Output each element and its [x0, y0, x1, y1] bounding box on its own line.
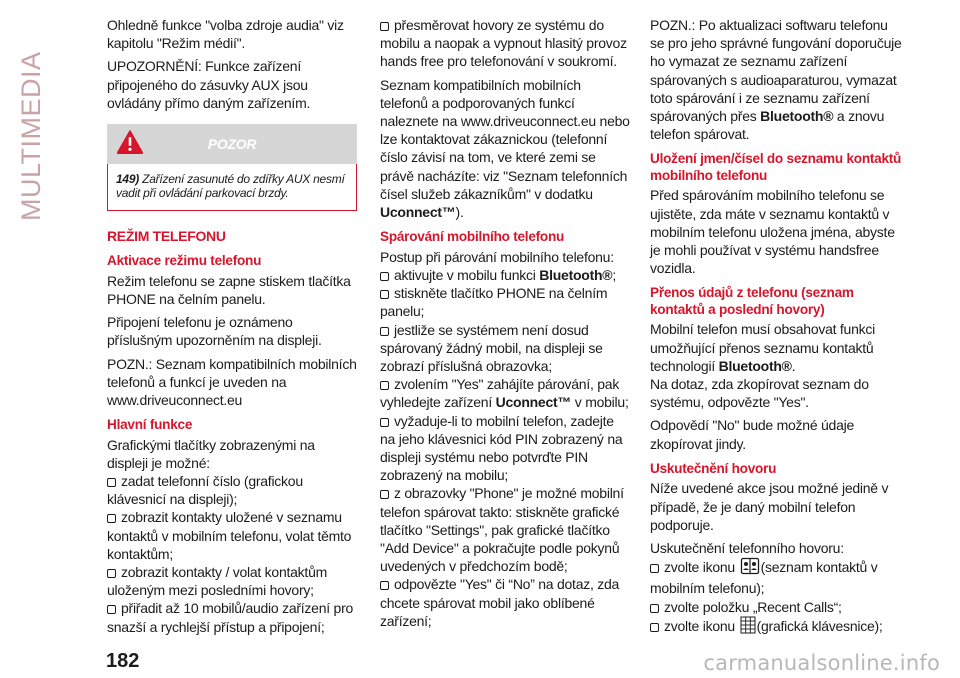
- list-item: zobrazit kontakty / volat kontaktům uloženým mezi posledními hovory;: [107, 564, 328, 599]
- column-right: [650, 16, 905, 638]
- square-bullet-icon: [380, 381, 389, 390]
- paragraph: POZN.: Seznam kompatibilních mobilních telefonů a funkcí je uveden na www.driveuconnect.eu: [107, 355, 357, 408]
- list-item: zvolte ikonu (seznam kontaktů v mobilním telefonu);: [650, 559, 878, 597]
- paragraph: Na dotaz, zda zkopírovat seznam do systému, odpovězte "Yes".: [650, 376, 869, 411]
- square-bullet-icon: [650, 623, 659, 632]
- watermark: carmanualsonline.info: [703, 651, 940, 675]
- paragraph: Režim telefonu se zapne stiskem tlačítka PHONE na čelním panelu.: [107, 272, 351, 307]
- subheading: Aktivace režimu telefonu: [107, 253, 262, 269]
- list-item: zvolte ikonu (grafická klávesnice);: [650, 616, 905, 638]
- list-item: jestliže se systémem není dosud spárovaný žádný mobil, na displeji se zobrazí příslušná obrazovka;: [380, 321, 603, 374]
- contacts-book-icon: [740, 557, 760, 579]
- paragraph: Uskutečnění telefonního hovoru:: [650, 539, 844, 556]
- list-item: zvolte položku „Recent Calls“;: [650, 598, 905, 616]
- page-number: 182: [106, 650, 140, 672]
- warning-header: [107, 124, 357, 164]
- square-bullet-icon: [380, 290, 389, 299]
- paragraph: Odpovědí "No" bude možné údaje zkopírovat jindy.: [650, 417, 855, 452]
- square-bullet-icon: [380, 272, 389, 281]
- square-bullet-icon: [380, 22, 389, 31]
- paragraph: Před spárováním mobilního telefonu se ujistěte, zda máte v seznamu kontaktů v mobilním telefonu uložena jména, abyste je mohli používat v systému handsfree vozidla.: [650, 187, 895, 277]
- paragraph: Grafickými tlačítky zobrazenými na displeji je možné:: [107, 436, 315, 471]
- list-item: vyžaduje-li to mobilní telefon, zadejte na jeho klávesnici kód PIN zobrazený na displeji systému nebo potvrďte PIN zobrazený na mobilu;: [380, 412, 623, 484]
- subheading: Spárování mobilního telefonu: [380, 229, 565, 245]
- square-bullet-icon: [107, 605, 116, 614]
- side-title: [12, 25, 50, 225]
- column-middle: [380, 16, 630, 630]
- square-bullet-icon: [107, 514, 116, 523]
- column-left: [107, 16, 357, 636]
- square-bullet-icon: [650, 604, 659, 613]
- paragraph: Postup při párování mobilního telefonu:: [380, 248, 614, 265]
- warning-body: [107, 164, 357, 211]
- warning-title: POZOR: [207, 136, 257, 153]
- square-bullet-icon: [107, 569, 116, 578]
- paragraph: Seznam kompatibilních mobilních telefonů a podporovaných funkcí naleznete na www.driveuconnect.eu nebo lze kontaktovat zákaznickou (telefonní číslo závisí na tom, ve které zemi se právě nacházíte: viz "Seznam telefonních čísel služeb zákazníkům" v dodatku Uconnect™).: [380, 76, 630, 221]
- list-item: zadat telefonní číslo (grafickou klávesnicí na displeji);: [107, 473, 303, 508]
- section-title: REŽIM TELEFONU: [107, 228, 226, 245]
- warning-text: Zařízení zasunuté do zdířky AUX nesmí vadit při ovládání parkovací brzdy.: [116, 172, 345, 201]
- subheading: Uložení jmen/čísel do seznamu kontaktů mobilního telefonu: [650, 151, 902, 183]
- square-bullet-icon: [380, 418, 389, 427]
- list-item: přesměrovat hovory ze systému do mobilu a naopak a vypnout hlasitý provoz hands free pro telefonování v soukromí.: [380, 17, 627, 70]
- square-bullet-icon: [380, 490, 389, 499]
- square-bullet-icon: [107, 478, 116, 487]
- paragraph: POZN.: Po aktualizaci softwaru telefonu se pro jeho správné fungování doporučuje ho vymazat ze seznamu zařízení spárovaných s audioaparaturou, vymazat toto spárování i ze seznamu zařízení spárovaných přes Bluetooth® a znovu telefon spárovat.: [650, 17, 902, 143]
- square-bullet-icon: [650, 564, 659, 573]
- warning-box: [107, 124, 357, 211]
- list-item: z obrazovky "Phone" je možné mobilní telefon spárovat takto: stiskněte grafické tlačítko "Settings", pak grafické tlačítko "Add Device" a pokračujte podle pokynů uvedených v předchozím bodě;: [380, 485, 624, 575]
- warning-number: 149): [116, 172, 140, 187]
- list-item: stiskněte tlačítko PHONE na čelním panelu;: [380, 285, 608, 320]
- paragraph: Připojení telefonu je oznámeno příslušným upozorněním na displeji.: [107, 314, 322, 349]
- list-item: přiřadit až 10 mobilů/audio zařízení pro snazší a rychlejší přístup a připojení;: [107, 600, 354, 635]
- list-item: odpovězte "Yes" či “No” na dotaz, zda chcete spárovat mobil jako oblíbené zařízení;: [380, 576, 620, 629]
- list-item: aktivujte v mobilu funkci Bluetooth®;: [380, 266, 630, 284]
- square-bullet-icon: [380, 581, 389, 590]
- list-item: zobrazit kontakty uložené v seznamu kontaktů v mobilním telefonu, volat těmto kontaktům;: [107, 509, 352, 562]
- square-bullet-icon: [380, 327, 389, 336]
- paragraph: Níže uvedené akce jsou možné jedině v případě, že je daný mobilní telefon podporuje.: [650, 480, 889, 533]
- subheading: Přenos údajů z telefonu (seznam kontaktů a poslední hovory): [650, 285, 854, 317]
- subheading: Hlavní funkce: [107, 417, 193, 433]
- side-title-text: MULTIMEDIA: [16, 51, 46, 221]
- list-item: zvolením "Yes" zahájíte párování, pak vyhledejte zařízení Uconnect™ v mobilu;: [380, 376, 629, 411]
- paragraph: UPOZORNĚNÍ: Funkce zařízení připojeného do zásuvky AUX jsou ovládány přímo daným zařízením.: [107, 58, 311, 111]
- subheading: Uskutečnění hovoru: [650, 460, 777, 476]
- paragraph: Mobilní telefon musí obsahovat funkci umožňující přenos seznamu kontaktů technologií Bluetooth®.: [650, 321, 875, 374]
- paragraph: Ohledně funkce "volba zdroje audia" viz kapitolu "Režim médií".: [107, 17, 344, 52]
- keypad-grid-icon: [740, 616, 756, 638]
